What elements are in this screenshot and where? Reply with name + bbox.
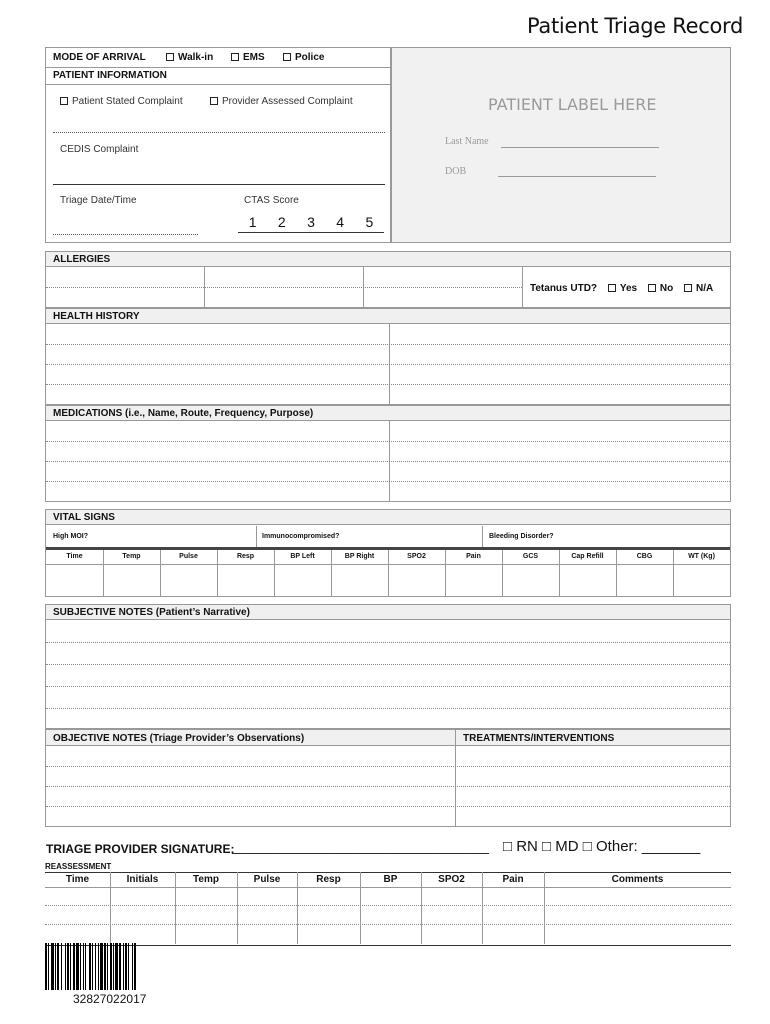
column-divider (421, 872, 422, 944)
last-name-line (501, 147, 659, 148)
reassessment-column-header: Time (65, 874, 90, 885)
column-divider (160, 550, 161, 596)
history-line[interactable] (46, 364, 730, 365)
vital-signs-heading: VITAL SIGNS (46, 510, 730, 525)
vital-column-header: Time (66, 553, 83, 560)
column-divider (502, 550, 503, 596)
column-divider (297, 872, 298, 944)
immunocompromised-label: Immunocompromised? (262, 533, 340, 540)
signature-label: TRIAGE PROVIDER SIGNATURE: (46, 842, 235, 856)
column-divider (482, 872, 483, 944)
vital-column-header: CBG (636, 553, 653, 560)
health-history-heading: HEALTH HISTORY (46, 309, 730, 324)
vital-column-header: Resp (236, 553, 255, 560)
checkbox-icon (608, 284, 616, 292)
barcode-bar (136, 943, 137, 990)
divider (482, 526, 483, 547)
ctas-1[interactable]: 1 (248, 214, 257, 230)
complaint-line[interactable] (53, 132, 385, 133)
column-divider (388, 550, 389, 596)
signature-roles[interactable]: □ RN □ MD □ Other: _______ (503, 838, 701, 855)
cedis-line[interactable] (53, 184, 385, 185)
objective-line[interactable] (46, 786, 730, 787)
tetanus-na-label: N/A (695, 283, 714, 294)
vital-column-header: Pulse (179, 553, 198, 560)
checkbox-icon (60, 97, 68, 105)
medication-line[interactable] (46, 461, 730, 462)
ctas-2[interactable]: 2 (277, 214, 286, 230)
reassessment-column-header: SPO2 (438, 874, 465, 885)
history-line[interactable] (46, 344, 730, 345)
barcode-image (45, 943, 180, 990)
arrival-row (45, 51, 391, 65)
divider (45, 887, 731, 888)
label-placeholder: PATIENT LABEL HERE (488, 95, 657, 114)
reassessment-column-header: BP (383, 874, 398, 885)
ctas-4[interactable]: 4 (336, 214, 345, 230)
subjective-line[interactable] (46, 686, 730, 687)
medications-heading: MEDICATIONS (i.e., Name, Route, Frequency, Purpose) (46, 406, 730, 421)
column-divider (360, 872, 361, 944)
tetanus-na[interactable] (684, 283, 713, 294)
reassessment-column-header: Pulse (253, 874, 281, 885)
reassessment-line[interactable] (45, 905, 731, 906)
dob-line (498, 176, 656, 177)
column-divider (175, 872, 176, 944)
assessed-complaint-option[interactable] (210, 96, 353, 107)
checkbox-icon (684, 284, 692, 292)
reassessment-column-header: Pain (502, 874, 524, 885)
checkbox-icon (231, 53, 239, 61)
reassessment-column-header: Initials (126, 874, 159, 885)
vital-column-header: Temp (122, 553, 141, 560)
medication-line[interactable] (46, 441, 730, 442)
column-divider (445, 550, 446, 596)
checkbox-icon (283, 53, 291, 61)
tetanus-label: Tetanus UTD? (530, 283, 598, 294)
vital-column-header: BP Right (344, 553, 375, 560)
subjective-line[interactable] (46, 664, 730, 665)
objective-line[interactable] (46, 766, 730, 767)
arrival-label: MODE OF ARRIVAL (53, 52, 146, 63)
triage-date-line[interactable] (53, 234, 198, 235)
subjective-line[interactable] (46, 642, 730, 643)
reassessment-heading: REASSESSMENT (45, 862, 112, 871)
divider (522, 267, 523, 307)
divider (45, 84, 391, 85)
checkbox-icon (166, 53, 174, 61)
subjective-heading: SUBJECTIVE NOTES (Patient’s Narrative) (46, 605, 730, 620)
vital-column-header: Cap Refill (571, 553, 604, 560)
walkin-label: Walk-in (178, 52, 214, 63)
divider (455, 730, 456, 826)
tetanus-no-label: No (659, 283, 674, 294)
objective-heading: OBJECTIVE NOTES (Triage Provider’s Observations) (53, 733, 305, 744)
divider (256, 526, 257, 547)
triage-date-label: Triage Date/Time (60, 195, 137, 206)
subjective-line[interactable] (46, 708, 730, 709)
ctas-label: CTAS Score (244, 195, 299, 206)
allergies-heading: ALLERGIES (46, 252, 730, 267)
form-title: Patient Triage Record (527, 14, 744, 38)
walkin-option[interactable] (166, 52, 213, 63)
ems-label: EMS (243, 52, 265, 63)
column-divider (331, 550, 332, 596)
bleeding-disorder-label: Bleeding Disorder? (489, 533, 554, 540)
tetanus-yes-label: Yes (619, 283, 638, 294)
police-label: Police (295, 52, 325, 63)
reassessment-column-header: Comments (611, 874, 664, 885)
patient-info-heading: PATIENT INFORMATION (53, 70, 167, 81)
column-divider (274, 550, 275, 596)
column-divider (673, 550, 674, 596)
dob-label: DOB (445, 166, 467, 177)
column-divider (559, 550, 560, 596)
ctas-score-scale[interactable] (238, 214, 384, 233)
allergy-line[interactable] (46, 287, 522, 288)
vital-column-header: SPO2 (407, 553, 426, 560)
signature-line[interactable]: _________________________________ (232, 838, 489, 854)
column-divider (616, 550, 617, 596)
assessed-complaint-label: Provider Assessed Complaint (222, 96, 353, 107)
vital-column-header: BP Left (290, 553, 315, 560)
reassessment-column-header: Temp (193, 874, 219, 885)
tetanus-row (530, 283, 713, 294)
stated-complaint-label: Patient Stated Complaint (72, 96, 183, 107)
objective-line[interactable] (46, 806, 730, 807)
column-divider (237, 872, 238, 944)
column-divider (217, 550, 218, 596)
medication-line[interactable] (46, 481, 730, 482)
patient-label-area (391, 47, 731, 243)
ctas-5[interactable]: 5 (365, 214, 374, 230)
last-name-label: Last Name (445, 136, 489, 147)
checkbox-icon (210, 97, 218, 105)
column-divider (110, 872, 111, 944)
cedis-label: CEDIS Complaint (60, 144, 139, 155)
subjective-box (45, 604, 731, 729)
vital-column-header: WT (Kg) (688, 553, 715, 560)
reassessment-line[interactable] (45, 924, 731, 925)
vital-column-header: GCS (522, 553, 539, 560)
history-line[interactable] (46, 384, 730, 385)
high-moi-label: High MOI? (53, 533, 88, 540)
tetanus-no[interactable] (648, 283, 673, 294)
column-divider (103, 550, 104, 596)
divider (45, 67, 391, 68)
ems-option[interactable] (231, 52, 265, 63)
tetanus-yes[interactable] (608, 283, 637, 294)
treatments-heading: TREATMENTS/INTERVENTIONS (463, 733, 615, 744)
reassessment-column-header: Resp (316, 874, 341, 885)
ctas-3[interactable]: 3 (307, 214, 315, 230)
barcode-number: 32827022017 (73, 992, 147, 1006)
vital-column-header: Pain (466, 553, 481, 560)
stated-complaint-option[interactable] (60, 96, 183, 107)
checkbox-icon (648, 284, 656, 292)
column-divider (544, 872, 545, 944)
police-option[interactable] (283, 52, 324, 63)
